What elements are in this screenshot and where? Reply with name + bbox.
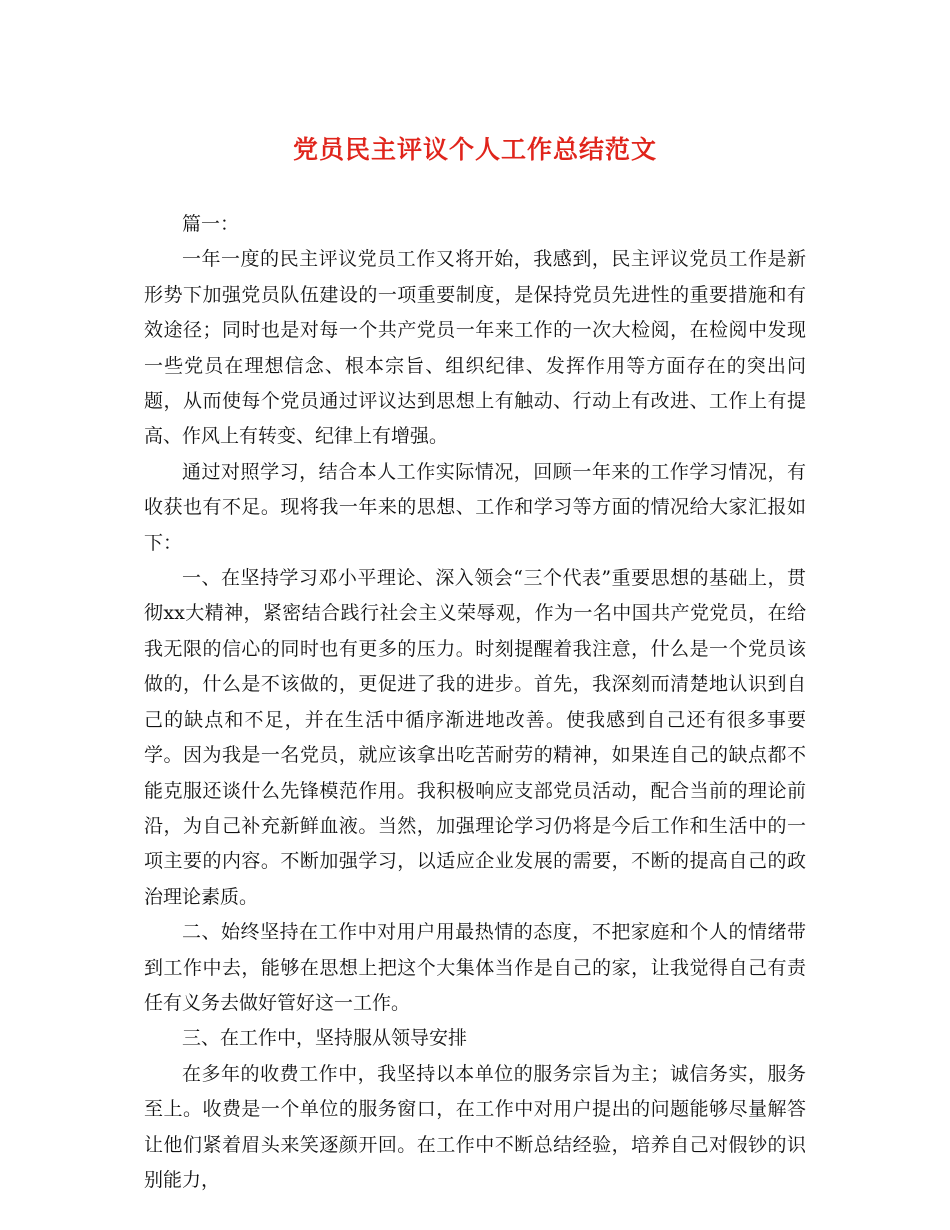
paragraph-point-three-body: 在多年的收费工作中，我坚持以本单位的服务宗旨为主；诚信务实，服务至上。收费是一个单位的服务窗口，在工作中对用户提出的问题能够尽量解答让他们紧着眉头来笑逐颜开回。在工作中不断总结经验，培养自己对假钞的识别能力， bbox=[144, 1062, 806, 1191]
paragraph-intro: 一年一度的民主评议党员工作又将开始，我感到，民主评议党员工作是新形势下加强党员队伍建设的一项重要制度，是保持党员先进性的重要措施和有效途径；同时也是对每一个共产党员一年来工作的一次大检阅，在检阅中发现一些党员在理想信念、根本宗旨、组织纪律、发挥作用等方面存在的突出问题，从而使每个党员通过评议达到思想上有触动、行动上有改进、工作上有提高、作风上有转变、纪律上有增强。 bbox=[144, 248, 806, 448]
paragraph-point-two: 二、始终坚持在工作中对用户用最热情的态度，不把家庭和个人的情绪带到工作中去，能够在思想上把这个大集体当作是自己的家，让我觉得自己有责任有义务去做好管好这一工作。 bbox=[144, 921, 806, 1014]
document-body bbox=[144, 207, 806, 1198]
paragraph-section-label: 篇一： bbox=[182, 213, 240, 235]
paragraph-point-three-heading: 三、在工作中，坚持服从领导安排 bbox=[182, 1027, 468, 1050]
paragraph-point-one: 一、在坚持学习邓小平理论、深入领会“三个代表”重要思想的基础上，贯彻xx大精神，紧密结合践行社会主义荣辱观，作为一名中国共产党党员，在给我无限的信心的同时也有更多的压力。时刻提醒着我注意，什么是一个党员该做的，什么是不该做的，更促进了我的进步。首先，我深刻而清楚地认识到自己的缺点和不足，并在生活中循序渐进地改善。使我感到自己还有很多事要学。因为我是一名党员，就应该拿出吃苦耐劳的精神，如果连自己的缺点都不能克服还谈什么先锋模范作用。我积极响应支部党员活动，配合当前的理论前沿，为自己补充新鲜血液。当然，加强理论学习仍将是今后工作和生活中的一项主要的内容。不断加强学习，以适应企业发展的需要，不断的提高自己的政治理论素质。 bbox=[144, 567, 806, 908]
paragraph-summary: 通过对照学习，结合本人工作实际情况，回顾一年来的工作学习情况，有收获也有不足。现将我一年来的思想、工作和学习等方面的情况给大家汇报如下： bbox=[144, 460, 806, 554]
document-title: 党员民主评议个人工作总结范文 bbox=[292, 135, 657, 164]
